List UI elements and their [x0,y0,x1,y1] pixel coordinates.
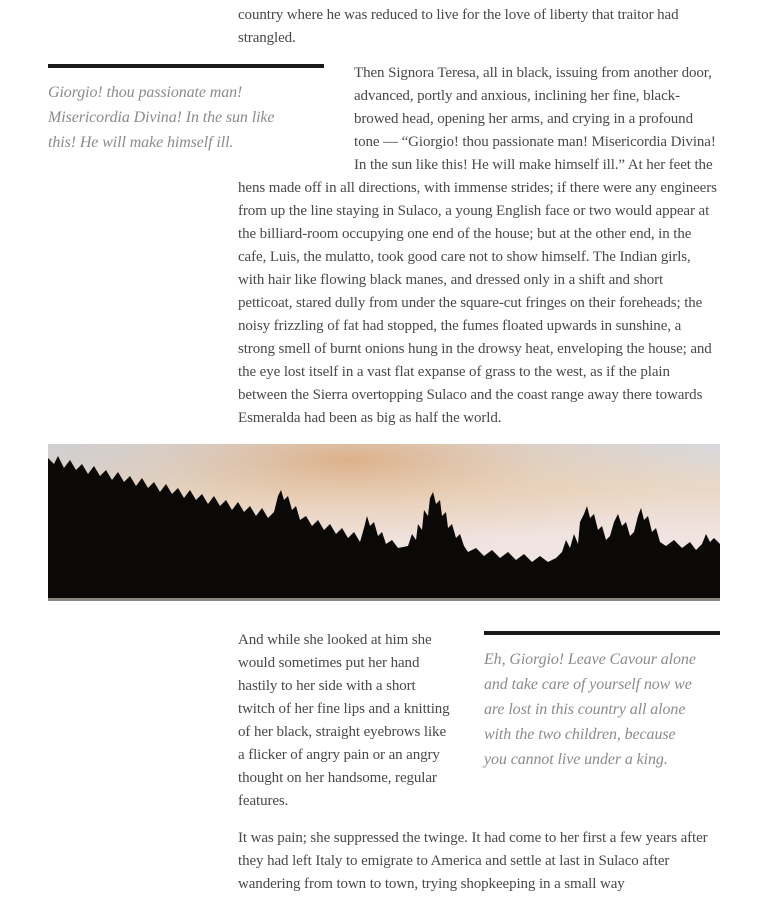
photo-forest-silhouette [48,444,720,601]
pullquote-line: this! He will make himself ill. [48,134,234,151]
pullquote-line: are lost in this country all alone [484,701,686,718]
pullquote-line: Misericordia Divina! In the sun like [48,109,275,126]
pullquote-line: Giorgio! thou passionate man! [48,84,243,101]
section-signora-teresa [48,62,720,430]
pullquote-rule [48,64,324,68]
paragraph-strangled: country where he was reduced to live for the love of liberty that traitor had strangled. [238,7,679,46]
pullquote-line: with the two children, because [484,726,676,743]
pullquote-line: you cannot live under a king. [484,751,668,768]
pullquote-line: and take care of yourself now we [484,676,692,693]
paragraph-signora-teresa: Then Signora Teresa, all in black, issuing from another door, advanced, portly and anxious, inclining her fine, black-browed head, opening her arms, and crying in a profound tone — “Giorgio! thou passionate man! Misericordia Divina! In the sun like this! He will make himself ill.” At her feet the hens made off in all directions, with immense strides; if there were any engineers from up the line staying in Sulaco, a young English face or two would appear at the billiard-room occupying one end of the house; but at the other end, in the cafe, Luis, the mulatto, took good care not to show himself. The Indian girls, with hair like flowing black manes, and dressed only in a shift and short petticoat, stared dully from under the square-cut fringes on their foreheads; the noisy frizzling of fat had stopped, the fumes floated upwards in sunshine, a strong smell of burnt onions hung in the drowsy heat, enveloping the house; and the eye lost itself in a vast flat expanse of grass to the west, as if the plain between the Sierra overtopping Sulaco and the coast range away there towards Esmeralda had been as big as half the world. [238,65,717,426]
section-she-looked [48,629,720,813]
paragraph-she-looked: And while she looked at him she would sometimes put her hand hastily to her side with a short twitch of her fine lips and a knitting of her black, straight eyebrows like a flicker of angry pain or an angry thought on her handsome, regular features. [238,632,450,809]
paragraph-it-was-pain: It was pain; she suppressed the twinge. It had come to her first a few years after they had left Italy to emigrate to America and settle at last in Sulaco after wandering from town to town, trying shopkeeping in a small way [238,830,708,892]
pullquote-rule [484,631,720,635]
pullquote-right [484,629,720,772]
pullquote-left [48,62,324,163]
forest-dusk-illustration [48,444,720,601]
pullquote-line: Eh, Giorgio! Leave Cavour alone [484,651,696,668]
